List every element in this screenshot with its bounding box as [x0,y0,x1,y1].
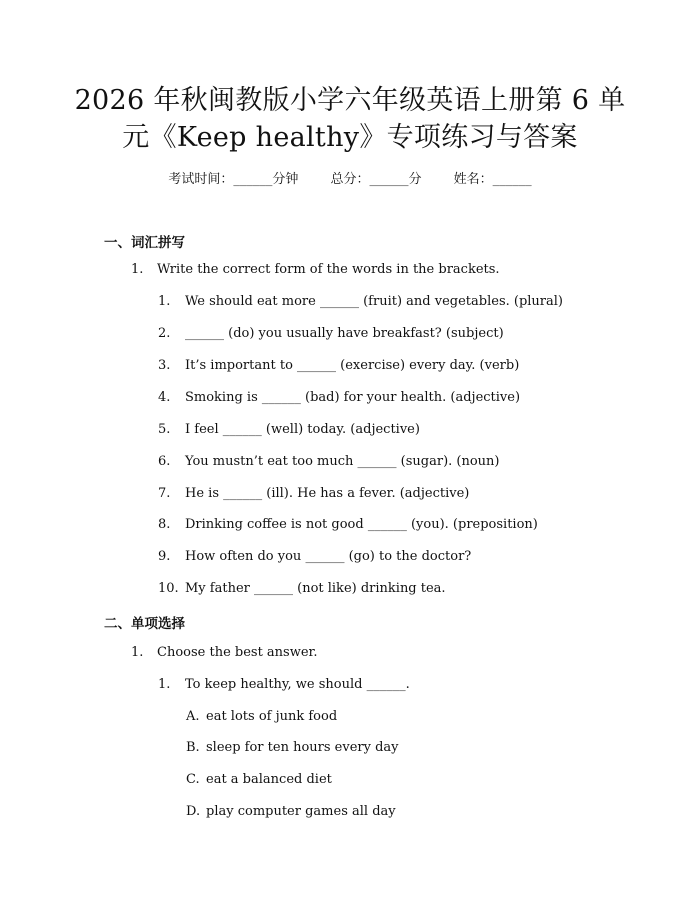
list-item [158,357,519,375]
option-item [186,803,396,821]
option-letter: D. [186,804,201,819]
instruction-number: 1. [131,645,144,660]
option-item [186,708,337,726]
exam-meta [0,168,700,187]
option-text: eat lots of junk food [206,709,338,724]
item-number: 5. [158,422,171,437]
student-name-field: 姓名：______ [453,172,532,187]
page-title-line-1: 2026 年秋闽教版小学六年级英语上册第 6 单 [74,85,626,116]
list-item [158,516,538,534]
item-text: How often do you ______ (go) to the doctor? [185,549,472,564]
option-text: eat a balanced diet [206,772,332,787]
option-item [186,739,399,757]
item-number: 3. [158,358,171,373]
item-text: My father ______ (not like) drinking tea. [185,581,446,596]
total-score-field: 总分：______分 [330,172,422,187]
option-letter: B. [186,740,200,755]
item-number: 2. [158,326,171,341]
list-item [158,325,504,343]
instruction-number: 1. [131,262,144,277]
list-item [158,453,500,471]
item-text: Drinking coffee is not good ______ (you). (preposition) [185,517,538,532]
option-item [186,771,332,789]
item-text: You mustn’t eat too much ______ (sugar). (noun) [185,454,500,469]
item-number: 10. [158,581,179,596]
item-number: 4. [158,390,171,405]
section-heading-multiple-choice: 二、单项选择 [104,616,185,632]
item-number: 8. [158,517,171,532]
option-text: play computer games all day [206,804,396,819]
option-letter: C. [186,772,200,787]
item-number: 1. [158,294,171,309]
item-number: 7. [158,486,171,501]
item-text: ______ (do) you usually have breakfast? (subject) [185,326,504,341]
list-item [158,389,520,407]
page-title-line-2: 元《Keep healthy》专项练习与答案 [122,122,578,153]
section1-instruction [131,261,500,279]
item-text: He is ______ (ill). He has a fever. (adjective) [185,486,470,501]
list-item [158,485,469,503]
instruction-text: Write the correct form of the words in the brackets. [157,262,500,277]
section-heading-vocabulary: 一、词汇拼写 [104,235,185,251]
question-number: 1. [158,677,171,692]
list-item [158,548,471,566]
option-letter: A. [186,709,200,724]
item-text: Smoking is ______ (bad) for your health. (adjective) [185,390,521,405]
question-item [158,676,410,694]
option-text: sleep for ten hours every day [206,740,399,755]
section2-instruction [131,644,317,662]
exam-time-field: 考试时间：______分钟 [168,172,299,187]
list-item [158,293,563,311]
item-text: We should eat more ______ (fruit) and vegetables. (plural) [185,294,563,309]
list-item [158,421,420,439]
item-number: 6. [158,454,171,469]
item-text: It’s important to ______ (exercise) every day. (verb) [185,358,520,373]
item-text: I feel ______ (well) today. (adjective) [185,422,420,437]
instruction-text: Choose the best answer. [157,645,318,660]
list-item [158,580,446,598]
item-number: 9. [158,549,171,564]
question-text: To keep healthy, we should ______. [185,677,410,692]
